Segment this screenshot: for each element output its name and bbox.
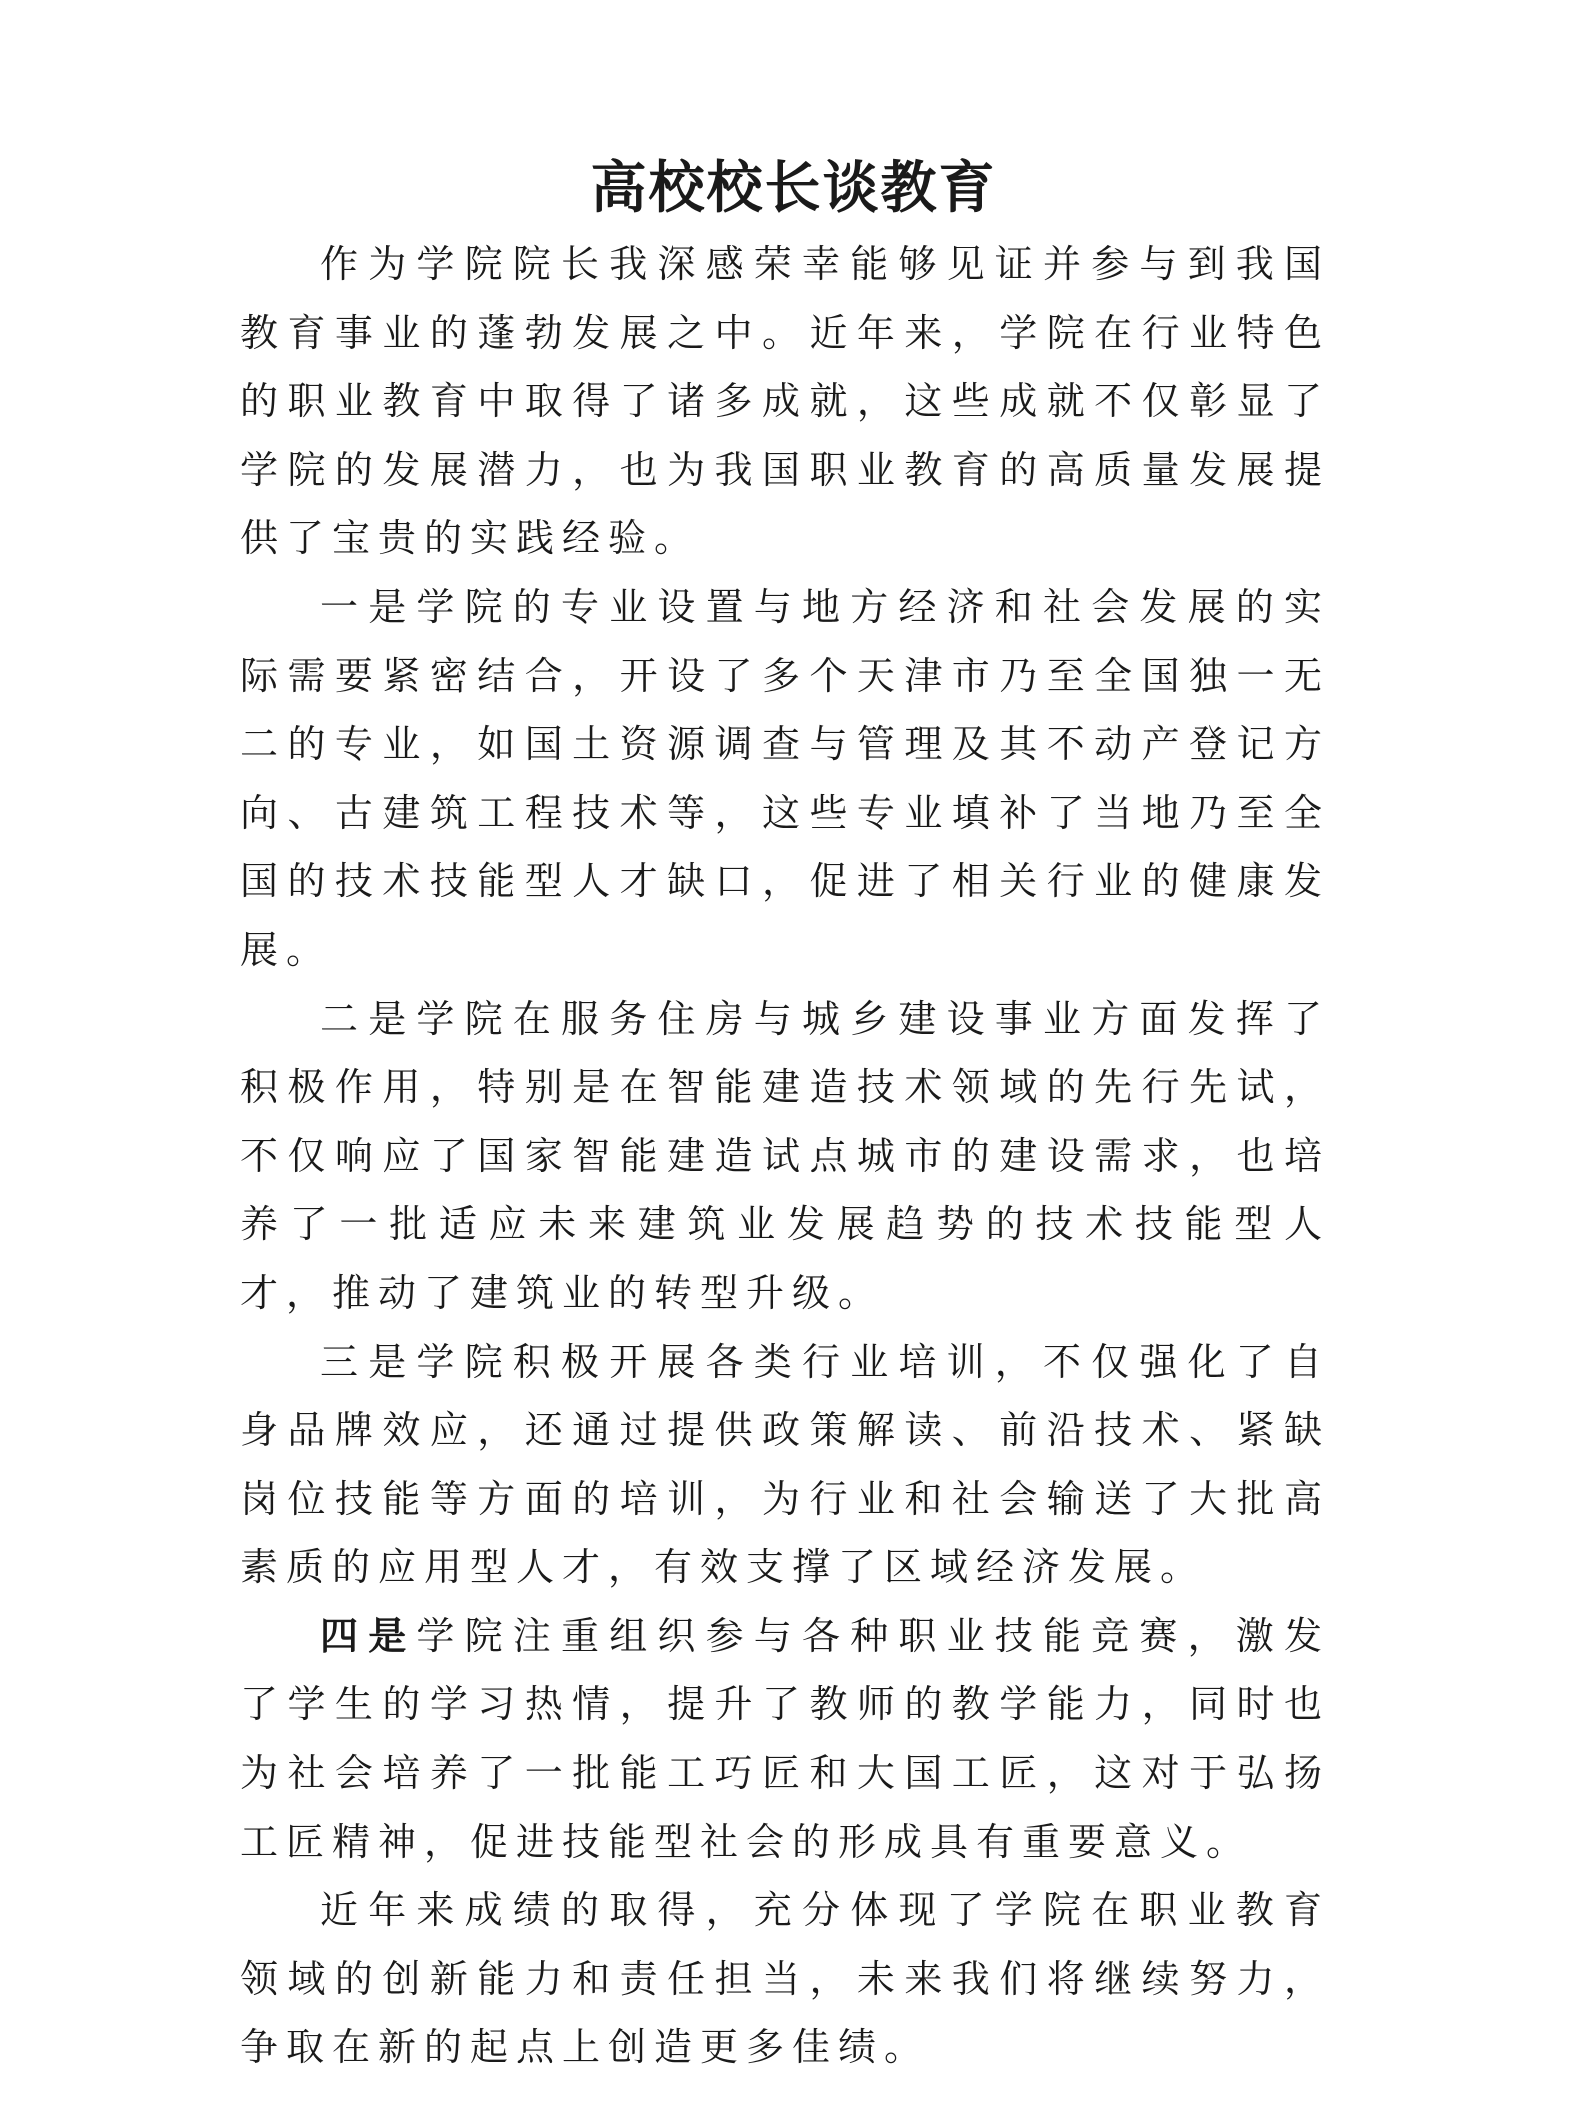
paragraph-text: 作为学院院长我深感荣幸能够见证并参与到我国教育事业的蓬勃发展之中。近年来，学院在行业特色的职业教育中取得了诸多成就，这些成就不仅彰显了学院的发展潜力，也为我国职业教育的高质量发展提供了宝贵的实践经验。 [240, 242, 1330, 561]
paragraph-point-four [240, 1602, 1330, 1876]
paragraph-text: 三是学院积极开展各类行业培训，不仅强化了自身品牌效应，还通过提供政策解读、前沿技术、紧缺岗位技能等方面的培训，为行业和社会输送了大批高素质的应用型人才，有效支撑了区域经济发展。 [240, 1339, 1330, 1590]
paragraph-lead: 四是 [320, 1613, 417, 1658]
paragraph-text: 一是学院的专业设置与地方经济和社会发展的实际需要紧密结合，开设了多个天津市乃至全国独一无二的专业，如国土资源调查与管理及其不动产登记方向、古建筑工程技术等，这些专业填补了当地乃至全国的技术技能型人才缺口，促进了相关行业的健康发展。 [240, 584, 1330, 972]
paragraph-intro [240, 230, 1330, 573]
paragraph-text: 近年来成绩的取得，充分体现了学院在职业教育领域的创新能力和责任担当，未来我们将继续努力，争取在新的起点上创造更多佳绩。 [240, 1888, 1330, 2070]
paragraph-point-two [240, 985, 1330, 1328]
paragraph-point-three [240, 1328, 1330, 1602]
paragraph-conclusion [240, 1876, 1330, 2082]
document-body [240, 230, 1330, 2082]
paragraph-point-one [240, 573, 1330, 985]
paragraph-text: 二是学院在服务住房与城乡建设事业方面发挥了积极作用，特别是在智能建造技术领域的先行先试，不仅响应了国家智能建造试点城市的建设需求，也培养了一批适应未来建筑业发展趋势的技术技能型人才，推动了建筑业的转型升级。 [240, 996, 1330, 1315]
document-title: 高校校长谈教育 [590, 155, 997, 221]
paragraph-text: 学院注重组织参与各种职业技能竞赛，激发了学生的学习热情，提升了教师的教学能力，同时也为社会培养了一批能工巧匠和大国工匠，这对于弘扬工匠精神，促进技能型社会的形成具有重要意义。 [240, 1613, 1330, 1864]
